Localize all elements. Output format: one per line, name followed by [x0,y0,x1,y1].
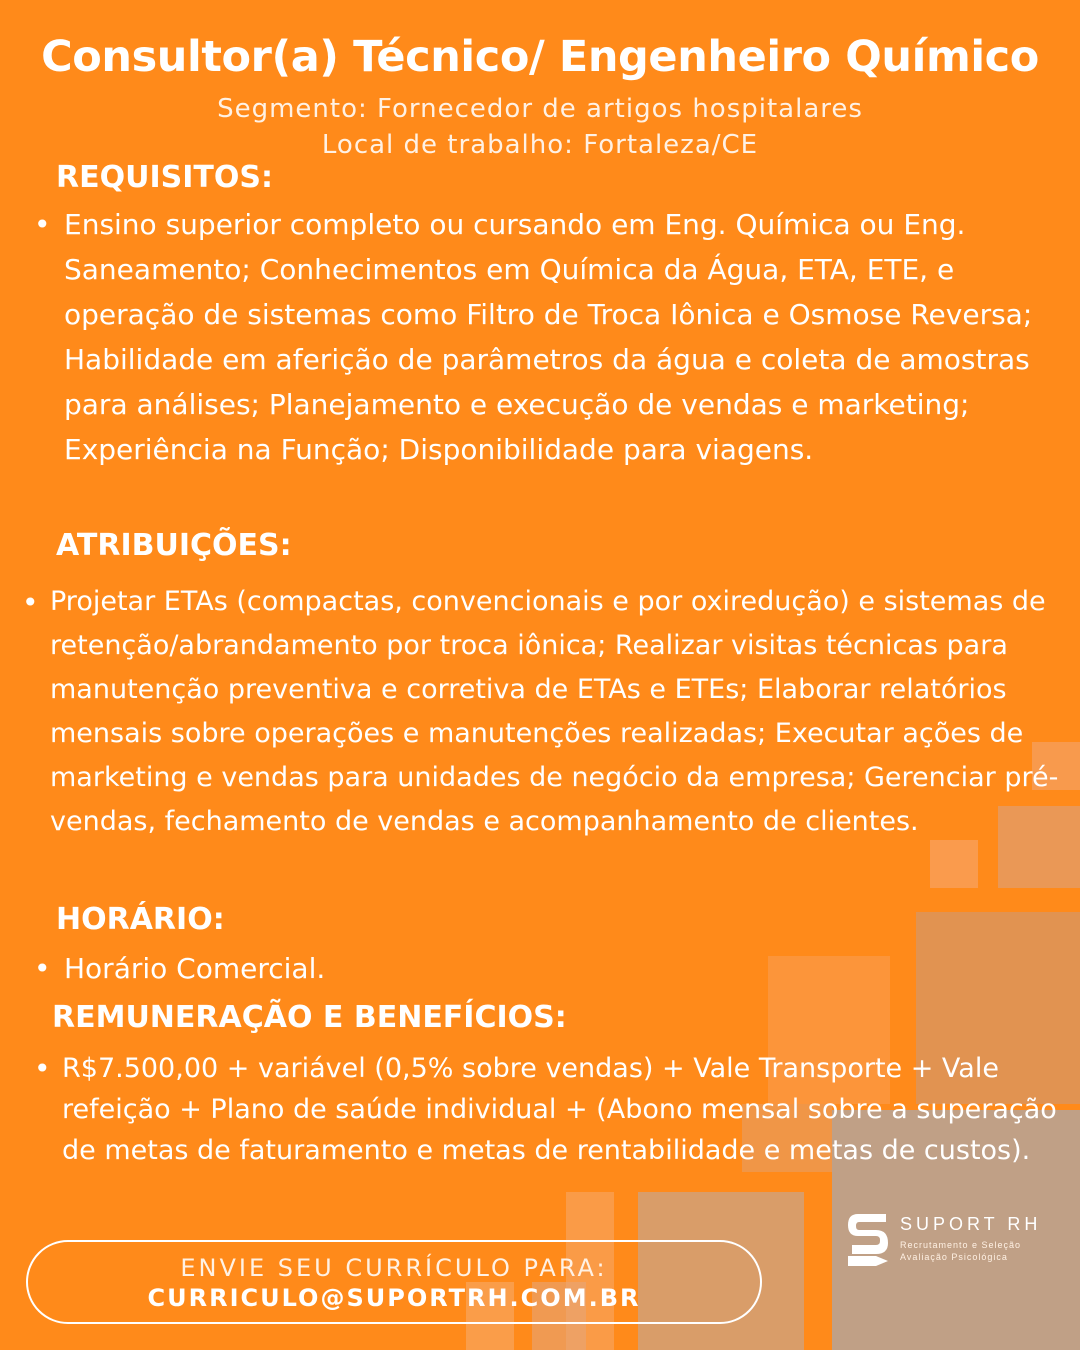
cta-label: ENVIE SEU CURRÍCULO PARA: [180,1254,608,1282]
cta-email[interactable]: CURRICULO@SUPORTRH.COM.BR [147,1284,641,1312]
location-text: Local de trabalho: Fortaleza/CE [321,130,759,160]
bullet-dot: • [34,208,51,241]
email-cta-button[interactable] [26,1240,762,1324]
brand-name: SUPORT RH [900,1214,1042,1234]
brand-tagline-2: Avaliação Psicológica [900,1252,1008,1262]
bullet-dot: • [34,952,51,985]
atribuicoes-text: Projetar ETAs (compactas, convencionais e por oxiredução) e sistemas de retenção/abrandamento por troca iônica; Realizar visitas técnicas para manutenção preventiva e corretiva de ETAs e ETEs; Elaborar relatórios mensais sobre operações e manutenções realizadas; Executar ações de marketing e vendas para unidades de negócio da empresa; Gerenciar pré-vendas, fechamento de vendas e acompanhamento de clientes. [50,586,1059,837]
decor-square [930,840,978,888]
requisitos-text: Ensino superior completo ou cursando em Eng. Química ou Eng. Saneamento; Conhecimentos em Química da Água, ETA, ETE, e operação de sistemas como Filtro de Troca Iônica e Osmose Reversa; Habilidade em aferição de parâmetros da água e coleta de amostras para análises; Planejamento e execução de vendas e marketing; Experiência na Função; Disponibilidade para viagens. [64,208,1033,466]
job-title: Consultor(a) Técnico/ Engenheiro Químico [41,32,1039,82]
horario-text: Horário Comercial. [64,952,326,985]
atribuicoes-heading: ATRIBUIÇÕES: [56,528,292,563]
suport-rh-logo [846,1210,1066,1274]
horario-heading: HORÁRIO: [56,902,225,937]
brand-tagline-1: Recrutamento e Seleção [900,1240,1022,1250]
remuneracao-text: R$7.500,00 + variável (0,5% sobre vendas) + Vale Transporte + Vale refeição + Plano de saúde individual + (Abono mensal sobre a superação de metas de faturamento e metas de rentabilidade e metas de custos). [62,1053,1057,1166]
remuneracao-heading: REMUNERAÇÃO E BENEFÍCIOS: [52,1000,567,1035]
bullet-dot: • [34,1052,51,1085]
requisitos-heading: REQUISITOS: [56,160,273,195]
bullet-dot: • [22,586,39,619]
s-logo-icon [846,1210,890,1268]
segment-text: Segmento: Fornecedor de artigos hospitalares [217,94,863,124]
